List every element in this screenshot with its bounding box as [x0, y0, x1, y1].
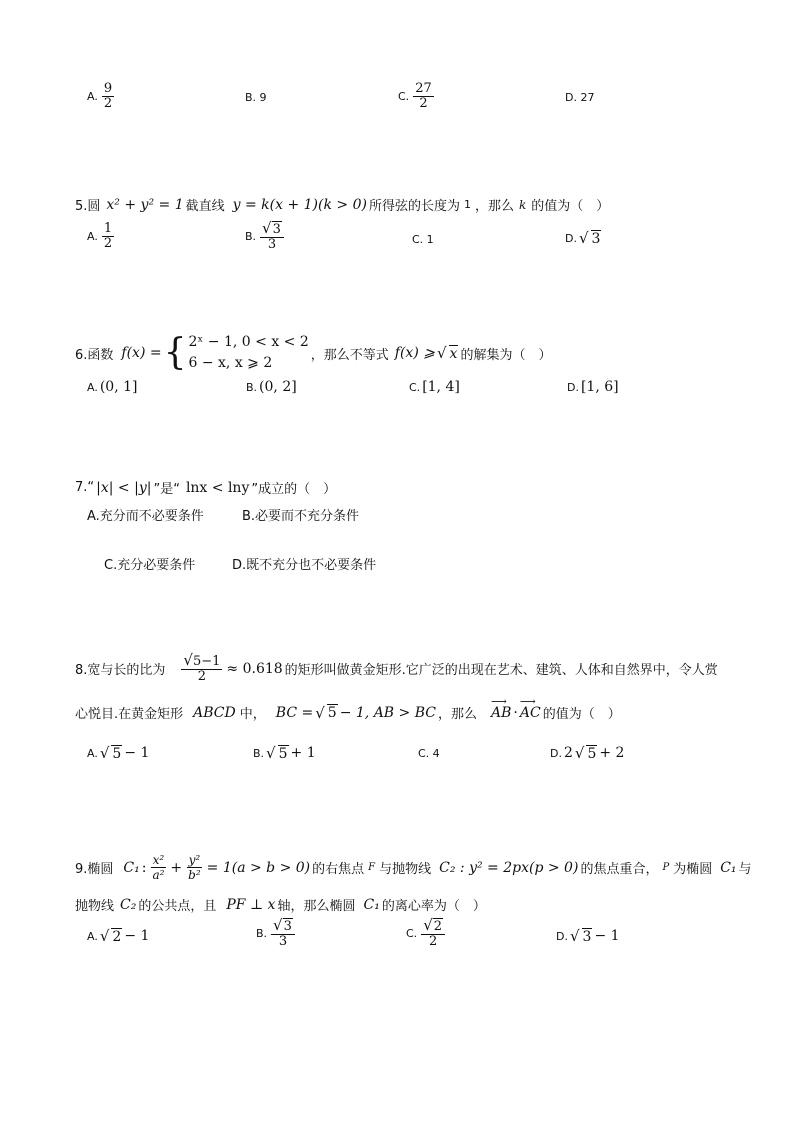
stem-text: 抛物线	[75, 899, 115, 914]
point-p: P	[662, 862, 670, 873]
question-number: 8.宽与长的比为	[75, 663, 166, 678]
denominator: a²	[152, 868, 165, 882]
q8-stem-line2	[75, 694, 621, 722]
numerator: 9	[103, 81, 113, 96]
question-number: 7.“	[75, 480, 95, 495]
sqrt-sign: √	[266, 744, 276, 762]
q4-option-d: D. 27	[565, 91, 595, 104]
option-tail: + 1	[290, 745, 316, 761]
option-label: A.	[87, 380, 98, 394]
stem-number: 1	[463, 198, 471, 211]
function-name: f(x) =	[121, 345, 162, 361]
q5-stem	[75, 195, 609, 214]
parabola-name: C₂	[120, 896, 137, 913]
option-value: (0, 1]	[99, 379, 138, 395]
radicand: 3	[582, 928, 592, 945]
q4-option-b: B. 9	[245, 91, 267, 104]
q6-option-c	[409, 379, 460, 395]
q7-stem	[75, 478, 336, 497]
option-label: C.	[398, 90, 410, 103]
piecewise-cases	[189, 332, 309, 374]
option-label: A.	[87, 90, 98, 103]
case-1: 2ˣ − 1, 0 < x < 2	[188, 334, 309, 350]
fraction	[102, 82, 114, 111]
condition-1: |x| < |y|	[96, 479, 152, 496]
radicand: x	[449, 345, 458, 362]
option-label: A.	[87, 929, 98, 943]
numerator: √3	[271, 918, 295, 935]
bc-expression: BC =	[275, 704, 314, 721]
sqrt-sign: √	[99, 744, 110, 762]
radicand: 5	[587, 745, 597, 762]
approx-value: ≈ 0.618	[226, 660, 283, 677]
option-value: [1, 4]	[422, 379, 460, 395]
denominator: 3	[278, 934, 288, 949]
numerator: 27	[415, 81, 432, 96]
radicand: 3	[283, 919, 292, 934]
radicand: 2	[112, 928, 122, 945]
q5-option-d	[565, 229, 601, 247]
fraction-x	[150, 853, 166, 882]
left-brace: {	[163, 332, 187, 373]
numerator-text: 5−1	[192, 654, 221, 669]
stem-text: ”是“	[153, 482, 180, 497]
q4-option-c	[398, 82, 436, 111]
q8-option-d	[550, 744, 624, 762]
q7-option-d: D.既不充分也不必要条件	[232, 558, 377, 573]
fraction	[102, 222, 114, 251]
parabola-equation: C₂ : y² = 2px(p > 0)	[439, 859, 579, 876]
q6-option-b	[246, 379, 297, 395]
radicand: 2	[433, 919, 443, 934]
option-tail: − 1	[124, 928, 150, 944]
sqrt-sign: √	[574, 744, 585, 762]
stem-text: 为椭圆	[673, 862, 713, 877]
condition-2: lnx < lny	[185, 479, 250, 496]
q8-option-c: C. 4	[418, 747, 440, 760]
q9-stem-line2	[75, 895, 486, 914]
q7-option-a: A.充分而不必要条件	[87, 509, 204, 524]
stem-text: 所得弦的长度为	[368, 199, 460, 214]
stem-text: ”成立的（ ）	[251, 482, 337, 497]
option-label: D.	[550, 746, 562, 760]
dot-operator: ·	[513, 704, 518, 721]
stem-text: 的矩形叫做黄金矩形.它广泛的出现在艺术、建筑、人体和自然界中，令人赏	[284, 663, 718, 678]
denominator: b²	[188, 868, 201, 882]
fraction	[271, 918, 295, 949]
radicand: 3	[272, 222, 281, 237]
q6-stem	[75, 332, 551, 374]
stem-text: 的值为（ ）	[542, 707, 621, 722]
coefficient: 2	[563, 745, 573, 761]
q8-stem-line1	[75, 653, 718, 684]
question-number: 9.椭圆	[75, 862, 114, 877]
bc-expression-tail: − 1, AB > BC	[339, 704, 436, 721]
option-tail: − 1	[594, 928, 620, 944]
option-value: [1, 6]	[580, 379, 619, 395]
ellipse-name: C₁	[363, 896, 380, 913]
golden-ratio-fraction	[181, 653, 222, 684]
fraction	[260, 221, 284, 252]
q5-option-c: C. 1	[412, 233, 434, 246]
option-label: D.	[567, 380, 579, 394]
radicand: 5	[112, 745, 122, 762]
numerator: √5−1	[183, 651, 221, 669]
perpendicular-condition: PF ⊥ x	[226, 896, 276, 913]
radicand: 5	[327, 705, 337, 721]
stem-text: 的解集为（ ）	[460, 347, 552, 363]
option-label: B.	[246, 380, 258, 394]
stem-text: 的右焦点	[312, 862, 365, 877]
q8-option-a	[87, 744, 149, 762]
q8-option-b	[253, 744, 316, 762]
ellipse-condition: = 1(a > b > 0)	[206, 859, 311, 876]
line-equation: y = k(x + 1)(k > 0)	[232, 196, 367, 213]
stem-text: 的公共点，且	[138, 899, 217, 914]
option-label: D.	[556, 929, 568, 943]
vector-ac-text: AC	[519, 704, 541, 721]
q6-option-d	[567, 379, 619, 395]
option-label: B.	[245, 230, 257, 243]
option-value: (0, 2]	[259, 379, 297, 395]
option-label: C.	[406, 927, 418, 940]
colon: :	[141, 859, 147, 876]
sqrt-sign: √	[315, 703, 325, 722]
denominator: 2	[103, 96, 113, 111]
option-label: A.	[87, 230, 98, 243]
option-label: B.	[253, 746, 265, 760]
q7-option-b: B.必要而不充分条件	[242, 509, 360, 524]
sqrt-sign: √	[569, 927, 580, 945]
fraction-y	[186, 853, 203, 882]
numerator: y²	[188, 853, 201, 867]
q9-option-a	[87, 927, 149, 945]
stem-text: 与抛物线	[379, 862, 432, 877]
fraction	[413, 82, 434, 111]
denominator: 2	[103, 236, 113, 251]
radicand: 5	[278, 745, 288, 762]
radicand: 3	[591, 230, 601, 247]
q5-option-a	[87, 222, 116, 251]
sqrt-sign: √	[99, 927, 110, 945]
denominator: 2	[428, 934, 438, 949]
fraction	[421, 918, 445, 949]
numerator: √3	[260, 221, 284, 238]
stem-text: ，那么	[437, 707, 477, 722]
q9-option-b	[256, 918, 297, 949]
option-tail: + 2	[599, 745, 625, 761]
option-tail: − 1	[124, 745, 150, 761]
stem-text: 心悦目.在黄金矩形	[75, 707, 184, 722]
option-label: A.	[87, 746, 98, 760]
point-f: F	[368, 862, 376, 873]
q9-option-d	[556, 927, 620, 945]
q5-option-b	[245, 221, 286, 252]
question-number: 5.圆	[75, 199, 101, 214]
numerator: 1	[103, 221, 113, 236]
rectangle-name: ABCD	[193, 704, 236, 721]
stem-text: 的离心率为（ ）	[381, 899, 486, 914]
stem-text: 轴，那么椭圆	[277, 899, 356, 914]
stem-text: 截直线	[185, 199, 225, 214]
variable-k: k	[518, 197, 527, 212]
question-number: 6.函数	[75, 347, 114, 363]
stem-text: 的焦点重合，	[580, 862, 659, 877]
inequality: f(x) ⩾	[394, 345, 435, 361]
q4-option-a	[87, 82, 116, 111]
case-2: 6 − x, x ⩾ 2	[188, 355, 273, 371]
ellipse-name: C₁	[123, 859, 140, 876]
stem-text: 的值为（ ）	[531, 199, 610, 214]
option-label: B.	[256, 927, 268, 940]
sqrt-sign: √	[436, 344, 447, 362]
q7-option-c: C.充分必要条件	[104, 558, 196, 573]
vector-ab-text: AB	[491, 704, 512, 721]
stem-text: 中，	[239, 707, 266, 722]
option-label: D.	[565, 231, 577, 245]
stem-text: 与	[738, 862, 752, 877]
q6-option-a	[87, 379, 137, 395]
q9-option-c	[406, 918, 447, 949]
q9-stem-line1	[75, 853, 752, 882]
denominator: 2	[419, 96, 428, 111]
stem-text: ，那么不等式	[310, 347, 389, 363]
vector-ac: ⟶ AC	[519, 694, 541, 721]
stem-text: ，那么	[474, 199, 514, 214]
vector-ab: ⟶ AB	[491, 694, 512, 721]
numerator: x²	[152, 853, 165, 867]
numerator: √2	[421, 918, 445, 935]
denominator: 2	[197, 669, 207, 684]
option-label: C.	[409, 380, 421, 394]
denominator: 3	[267, 237, 277, 252]
ellipse-name: C₁	[720, 859, 737, 876]
circle-equation: x² + y² = 1	[106, 196, 184, 213]
plus-sign: +	[170, 859, 183, 876]
sqrt-sign: √	[578, 229, 589, 247]
